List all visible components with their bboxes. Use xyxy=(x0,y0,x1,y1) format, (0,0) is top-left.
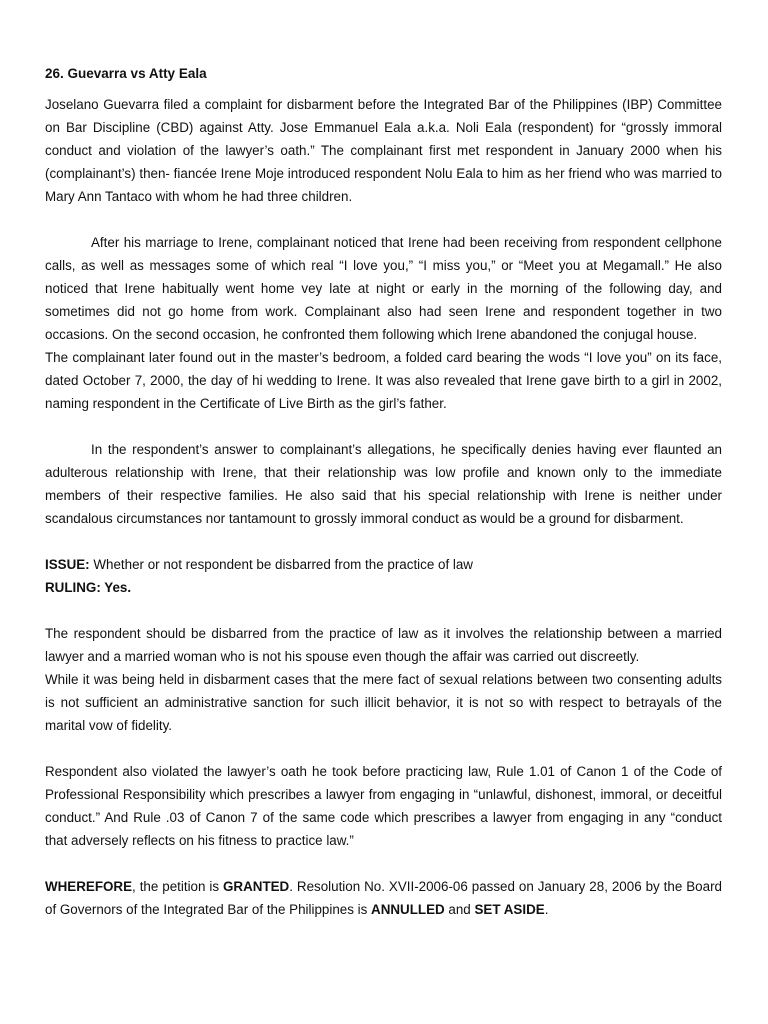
issue-line xyxy=(45,553,722,576)
ruling-label: RULING: Yes. xyxy=(45,580,132,595)
spacer xyxy=(45,737,722,760)
wherefore-text: . xyxy=(544,902,549,917)
wherefore-text: . Resolution No. XVII-2006-06 passed on January 28, 2006 by the Board of Governors of the Integrated Bar of the Philippines is xyxy=(45,879,722,917)
oath-paragraph: Respondent also violated the lawyer’s oath he took before practicing law, Rule 1.01 of Canon 1 of the Code of Professional Responsibility which prescribes a lawyer from engaging in “unlawful, dishonest, immoral, or deceitful conduct.” And Rule .03 of Canon 7 of the same code which prescribes a lawyer from engaging in any “conduct that adversely reflects on his fitness to practice law.” xyxy=(45,764,722,848)
issue-label: ISSUE: xyxy=(45,557,90,572)
ruling-line xyxy=(45,576,722,599)
ruling-paragraph: The respondent should be disbarred from the practice of law as it involves the relationship between a married lawyer and a married woman who is not his spouse even though the affair was carried out discreetly. xyxy=(45,626,722,664)
spacer xyxy=(45,852,722,875)
wherefore-text: , the petition is xyxy=(132,879,224,894)
marriage-paragraph: After his marriage to Irene, complainant noticed that Irene had been receiving from respondent cellphone calls, as well as messages some of which real “I love you,” “I miss you,” or “Meet you at Megamall.” He also noticed that Irene habitually went home vey late at night or early in the morning of the following day, and sometimes did not go home from work. Complainant also had seen Irene and respondent together in two occasions. On the second occasion, he confronted them following which Irene abandoned the conjugal house. xyxy=(45,235,722,342)
spacer xyxy=(45,208,722,231)
wherefore-paragraph xyxy=(45,875,722,921)
granted-label: GRANTED xyxy=(223,879,290,894)
wherefore-text: and xyxy=(444,902,475,917)
spacer xyxy=(45,599,722,622)
fidelity-paragraph: While it was being held in disbarment cases that the mere fact of sexual relations between two consenting adults is not sufficient an administrative sanction for such illicit behavior, it is not so with respect to betrayals of the marital vow of fidelity. xyxy=(45,672,722,733)
case-title: 26. Guevarra vs Atty Eala xyxy=(45,66,207,81)
answer-paragraph: In the respondent’s answer to complainant’s allegations, he specifically denies having ever flaunted an adulterous relationship with Irene, that their relationship was low profile and known only to the immediate members of their respective families. He also said that his special relationship with Irene is neither under scandalous circumstances nor tantamount to grossly immoral conduct as would be a ground for disbarment. xyxy=(45,442,722,526)
spacer xyxy=(45,415,722,438)
annulled-label: ANNULLED xyxy=(371,902,445,917)
spacer xyxy=(45,530,722,553)
facts-paragraph: Joselano Guevarra filed a complaint for disbarment before the Integrated Bar of the Philippines (IBP) Committee on Bar Discipline (CBD) against Atty. Jose Emmanuel Eala a.k.a. Noli Eala (respondent) for “grossly immoral conduct and violation of the lawyer’s oath.” The complainant first met respondent in January 2000 when his (complainant’s) then- fiancée Irene Moje introduced respondent Nolu Eala to him as her friend who was married to Mary Ann Tantaco with whom he had three children. xyxy=(45,97,722,204)
wherefore-label: WHEREFORE xyxy=(45,879,133,894)
set-aside-label: SET ASIDE xyxy=(474,902,545,917)
card-paragraph: The complainant later found out in the master’s bedroom, a folded card bearing the wods “I love you” on its face, dated October 7, 2000, the day of hi wedding to Irene. It was also revealed that Irene gave birth to a girl in 2002, naming respondent in the Certificate of Live Birth as the girl’s father. xyxy=(45,350,722,411)
issue-text: Whether or not respondent be disbarred from the practice of law xyxy=(89,557,473,572)
